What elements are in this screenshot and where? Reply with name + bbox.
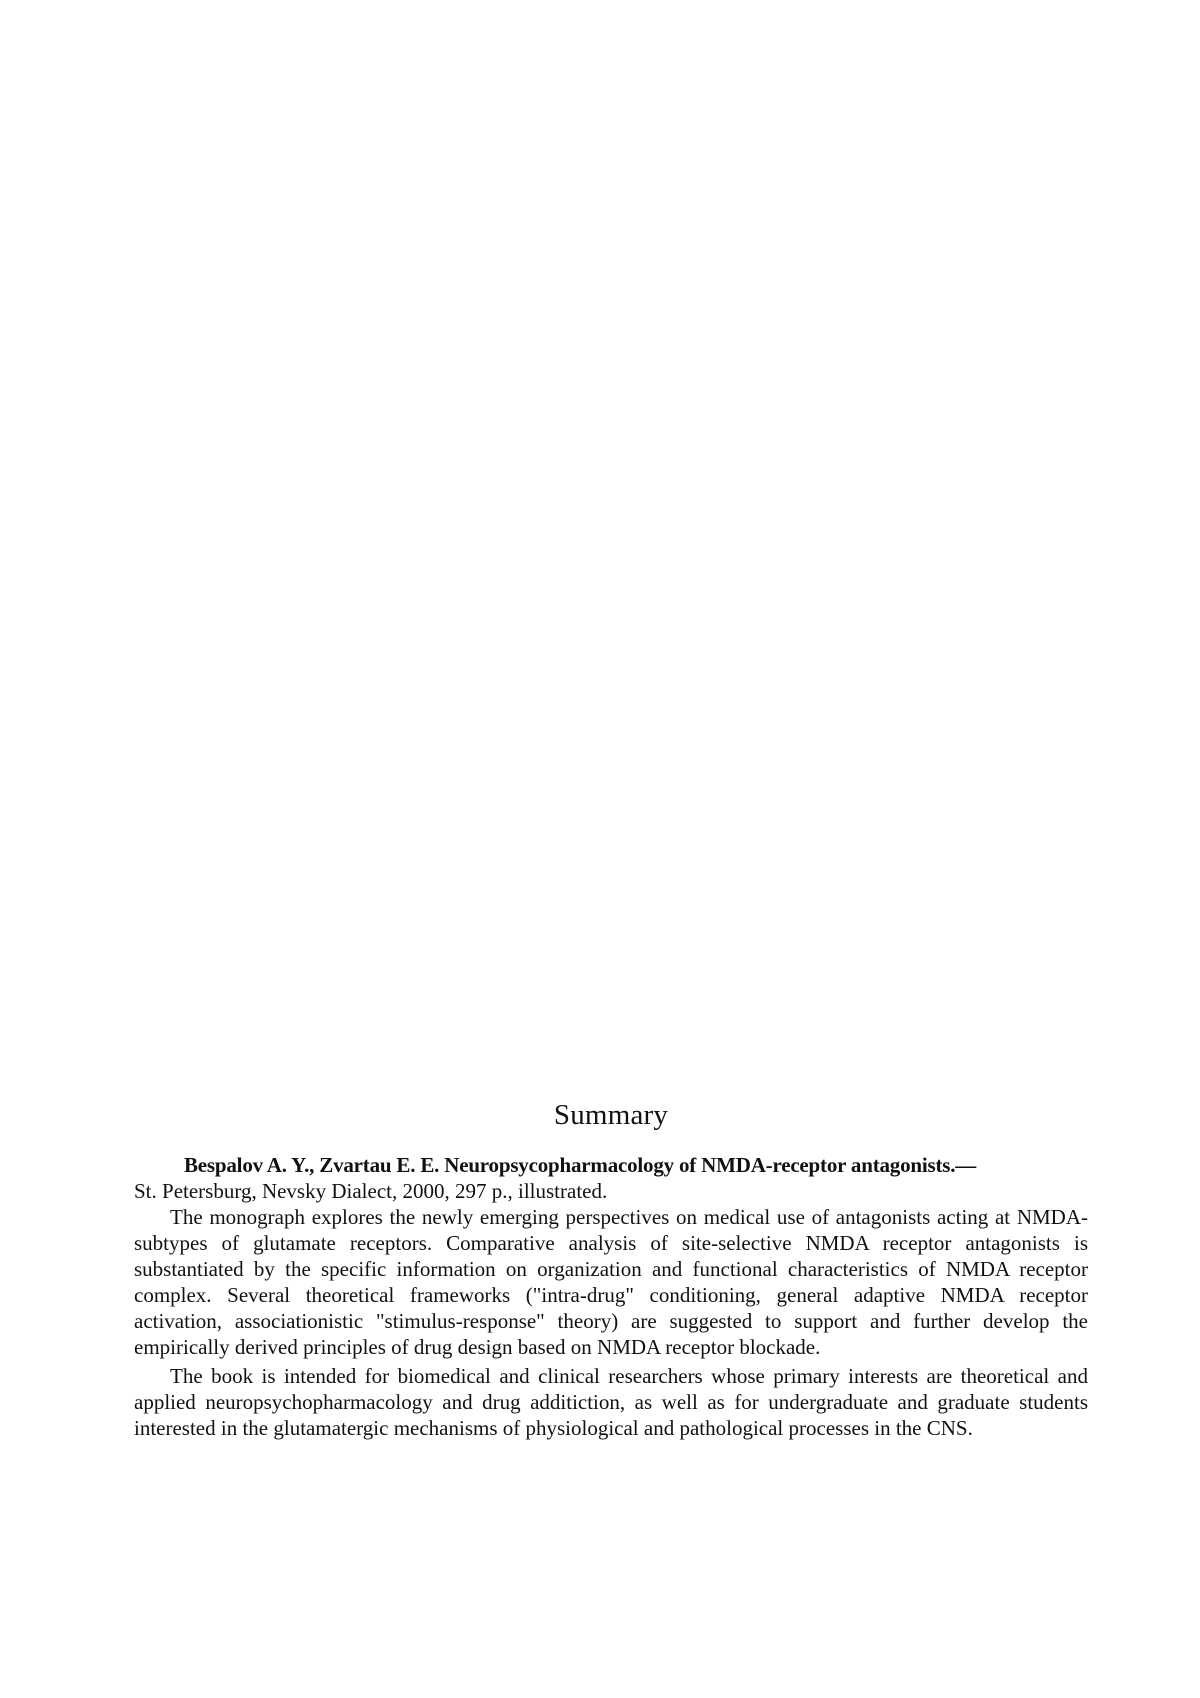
summary-section bbox=[134, 1098, 1088, 1441]
citation bbox=[134, 1152, 1088, 1204]
summary-title: Summary bbox=[553, 1099, 669, 1131]
citation-publisher: St. Petersburg, Nevsky Dialect, 2000, 297 p., illustrated. bbox=[134, 1179, 608, 1203]
citation-authors-title: Bespalov A. Y., Zvartau E. E. Neuropsycopharmacology of NMDA-receptor antagonists.— bbox=[184, 1153, 977, 1177]
abstract-paragraph-2: The book is intended for biomedical and clinical researchers whose primary interests are theoretical and applied neuropsychopharmacology and drug additiction, as well as for undergraduate and graduate students interested in the glutamatergic mechanisms of physiological and pathological processes in the CNS. bbox=[134, 1364, 1088, 1440]
abstract-paragraph-1: The monograph explores the newly emerging perspectives on medical use of antagonists acting at NMDA-subtypes of glutamate receptors. Comparative analysis of site-selective NMDA receptor antagonists is substantiated by the specific information on organization and functional characteristics of NMDA receptor complex. Several theoretical frameworks ("intra-drug" conditioning, general adaptive NMDA receptor activation, associationistic "stimulus-response" theory) are suggested to support and further develop the empirically derived principles of drug design based on NMDA receptor blockade. bbox=[134, 1205, 1088, 1359]
